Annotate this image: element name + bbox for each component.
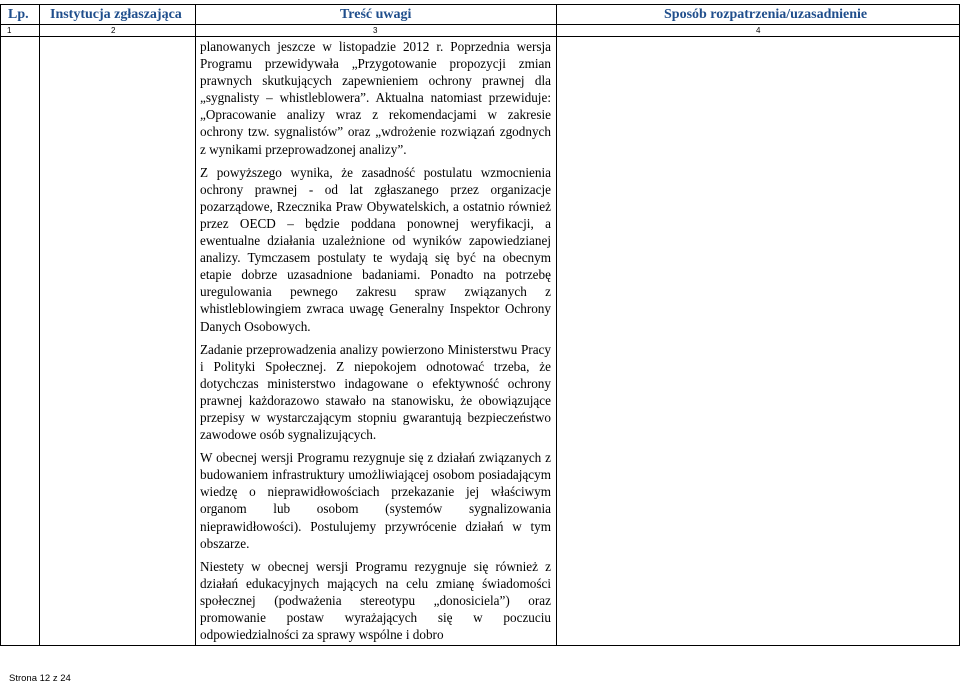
remark-content [200,38,551,649]
column-number-4: 4 [756,26,761,35]
remark-paragraph-2: Z powyższego wynika, że zasadność postulatu wzmocnienia ochrony prawnej - od lat zgłaszanego przez organizacje pozarządowe, Rzecznika Praw Obywatelskich, a ostatnio również przez OECD – będzie poddana ponownej weryfikacji, a ewentualne działania uzależnione od wyników zapowiedzianej analizy. Tymczasem postulaty te wydają się być na obecnym etapie dobrze uzasadnione badaniami. Ponadto na potrzebę uregulowania pewnego zakresu spraw związanych z whistleblowingiem zwraca uwagę Generalny Inspektor Ochrony Danych Osobowych. [200,164,551,334]
header-content: Treść uwagi [340,7,412,22]
column-number-3: 3 [373,26,378,35]
column-divider-1 [0,4,1,645]
remark-paragraph-5: Niestety w obecnej wersji Programu rezygnuje się również z działań edukacyjnych mających na celu zmianę świadomości społecznej (podważenia stereotypu „donosiciela”) oraz promowanie postaw wyrażających się w poczuciu odpowiedzialności za sprawy wspólne i dobro [200,558,551,643]
header-divider [0,24,960,25]
remark-paragraph-3: Zadanie przeprowadzenia analizy powierzono Ministerstwu Pracy i Polityki Społecznej. Z niepokojem odnotować trzeba, że dotychczas ministerstwo indagowane o efektywność ochrony prawnej każdorazowo stawało na stanowisku, że obowiązujące przepisy w wystarczającym stopniu gwarantują bezpieczeństwo zawodowe osób sygnalizujących. [200,341,551,443]
remark-paragraph-4: W obecnej wersji Programu rezygnuje się z działań związanych z budowaniem infrastruktury umożliwiającej osobom posiadającym wiedzę o nieprawidłowościach przekazanie jej właściwym organom lub osobom (systemów sygnalizowania nieprawidłowości). Postulujemy przywrócenie działań w tym obszarze. [200,450,551,551]
column-number-2: 2 [111,26,116,35]
column-divider-3 [195,4,196,645]
page-number: Strona 12 z 24 [9,673,71,684]
column-divider-4 [556,4,557,645]
number-row-divider [0,36,960,37]
header-response: Sposób rozpatrzenia/uzasadnienie [664,7,868,22]
header-lp: Lp. [8,7,29,22]
header-institution: Instytucja zgłaszająca [50,7,182,22]
column-divider-2 [39,4,40,645]
table-top-border [0,4,960,5]
column-number-1: 1 [7,26,12,35]
remark-paragraph-1: planowanych jeszcze w listopadzie 2012 r. Poprzednia wersja Programu przewidywała „Przygotowanie propozycji zmian prawnych skutkujących zapewnieniem ochrony prawnej dla „sygnalisty – whistleblowera”. Aktualna natomiast przewiduje: „Opracowanie analizy wraz z rekomendacjami w zakresie ochrony tzw. sygnalistów” oraz „wdrożenie rozwiązań zgodnych z wynikami przeprowadzonej analizy”. [200,39,551,157]
